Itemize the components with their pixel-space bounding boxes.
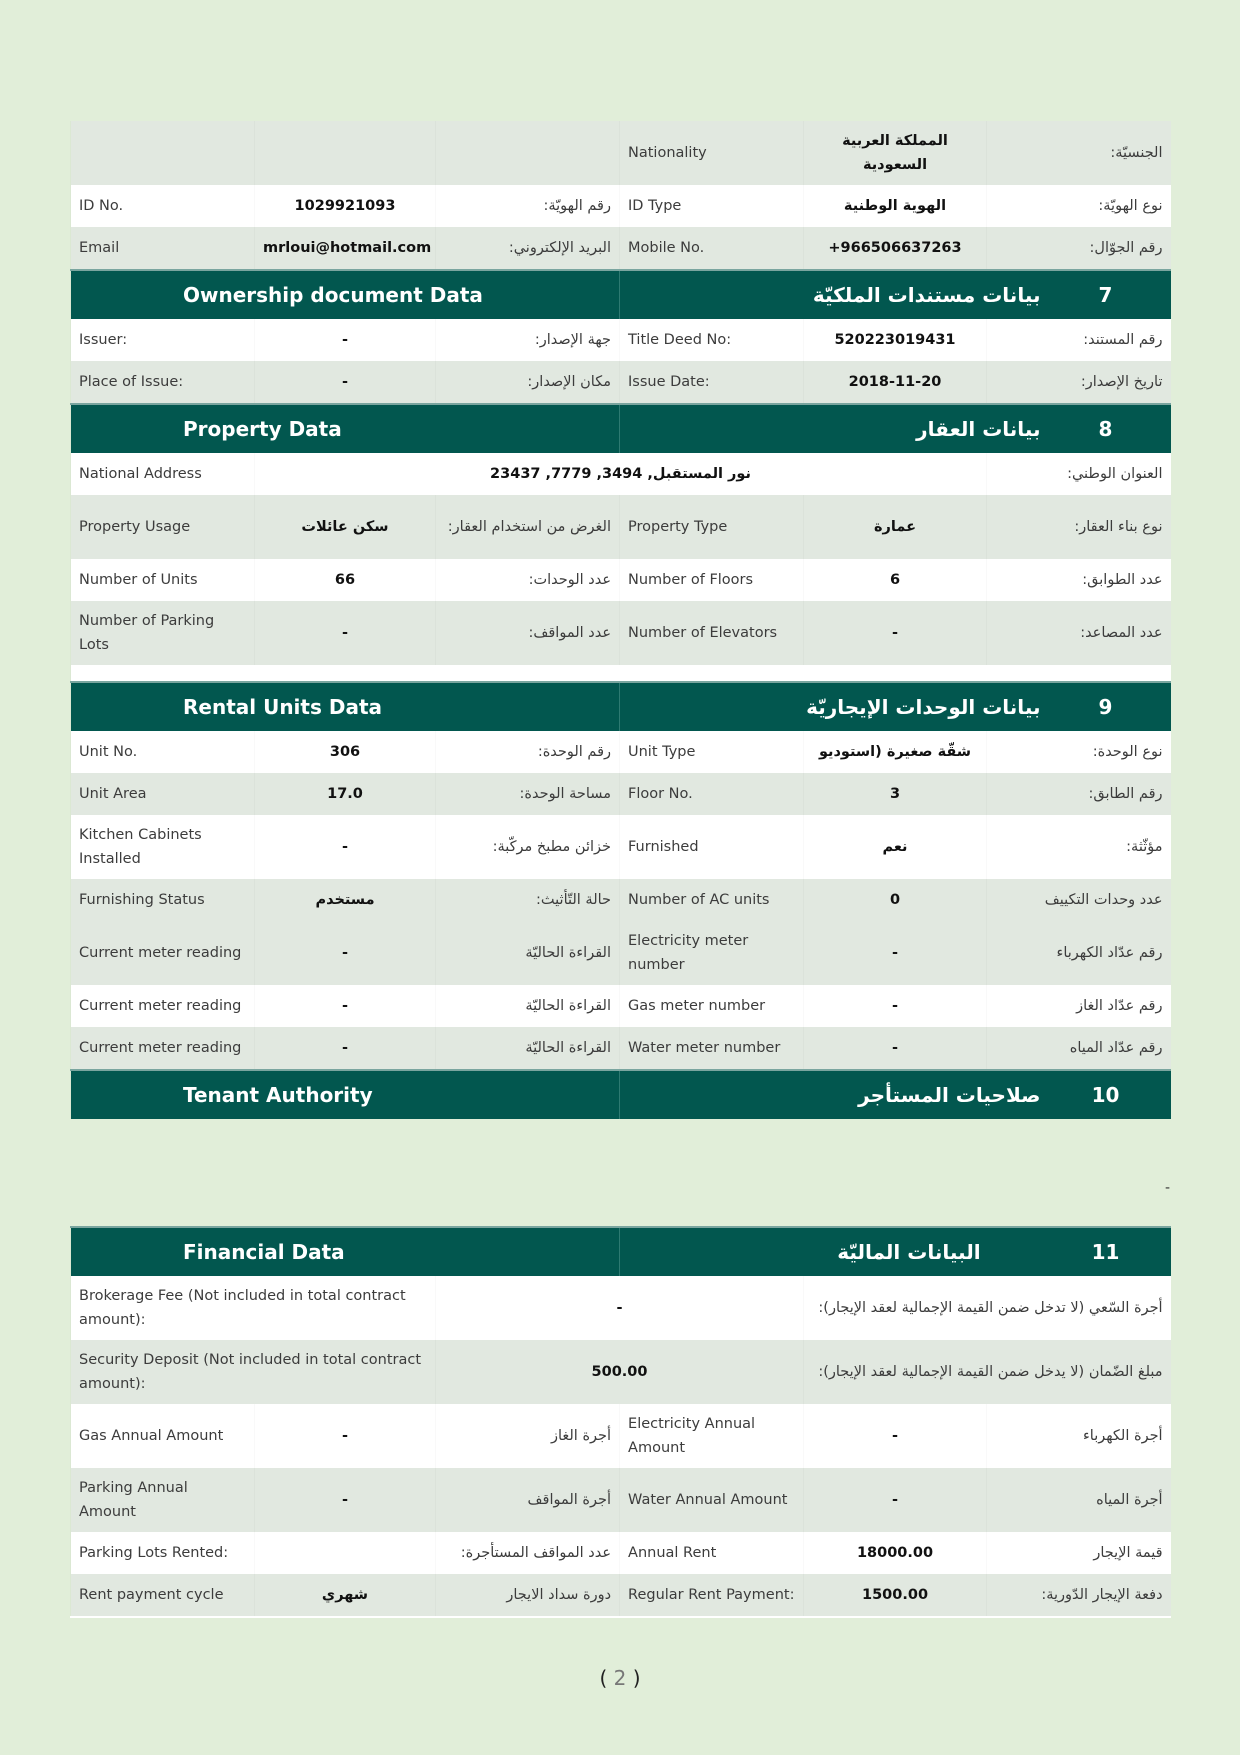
furnishing-status-value: مستخدم xyxy=(255,879,436,921)
section-title-ar-cell xyxy=(620,682,1171,731)
parking-rented-value xyxy=(255,1532,436,1574)
gas-annual-label-ar: أجرة الغاز xyxy=(436,1404,620,1468)
email-label-ar: البريد الإلكتروني: xyxy=(436,227,620,270)
empty-cell xyxy=(71,121,255,185)
section-title-en: Property Data xyxy=(71,404,620,453)
elevators-value: - xyxy=(804,601,987,665)
parking-annual-value: - xyxy=(255,1468,436,1532)
elec-annual-value: - xyxy=(804,1404,987,1468)
section-header-financial xyxy=(71,1227,1171,1276)
gas-reading-label-ar: القراءة الحاليّة xyxy=(436,985,620,1027)
furnished-label-en: Furnished xyxy=(620,815,804,879)
row-furnishing-status xyxy=(71,879,1171,921)
section-number: 11 xyxy=(1091,1240,1120,1264)
row-unit-no xyxy=(71,731,1171,773)
parking-annual-label-ar: أجرة المواقف xyxy=(436,1468,620,1532)
spacer xyxy=(71,665,1171,682)
row-nationality xyxy=(71,121,1171,185)
furnishing-status-label-en: Furnishing Status xyxy=(71,879,255,921)
section-title-ar-cell xyxy=(620,1227,1171,1276)
kitchen-value: - xyxy=(255,815,436,879)
financial-section xyxy=(70,1226,1170,1618)
regular-payment-label-ar: دفعة الإيجار الدّورية: xyxy=(987,1574,1171,1617)
place-value: - xyxy=(255,361,436,404)
floors-value: 6 xyxy=(804,559,987,601)
gas-reading-value: - xyxy=(255,985,436,1027)
id-no-label-ar: رقم الهويّة: xyxy=(436,185,620,227)
nationality-label-ar: الجنسيّة: xyxy=(987,121,1171,185)
floors-label-en: Number of Floors xyxy=(620,559,804,601)
elec-reading-label-ar: القراءة الحاليّة xyxy=(436,921,620,985)
brokerage-value: - xyxy=(436,1276,804,1340)
empty-cell xyxy=(436,121,620,185)
usage-label-ar: الغرض من استخدام العقار: xyxy=(436,495,620,559)
water-annual-label-en: Water Annual Amount xyxy=(620,1468,804,1532)
issuer-label-en: Issuer: xyxy=(71,319,255,361)
elec-annual-label-en: Electricity Annual Amount xyxy=(620,1404,804,1468)
floor-no-label-ar: رقم الطابق: xyxy=(987,773,1171,815)
section-number: 10 xyxy=(1091,1083,1120,1107)
title-deed-label-en: Title Deed No: xyxy=(620,319,804,361)
gas-meter-label-en: Gas meter number xyxy=(620,985,804,1027)
unit-area-value: 17.0 xyxy=(255,773,436,815)
title-deed-value: 520223019431 xyxy=(804,319,987,361)
address-label-ar: العنوان الوطني: xyxy=(987,453,1171,495)
section-number: 7 xyxy=(1098,283,1113,307)
unit-no-label-ar: رقم الوحدة: xyxy=(436,731,620,773)
elec-reading-label-en: Current meter reading xyxy=(71,921,255,985)
gas-annual-value: - xyxy=(255,1404,436,1468)
deposit-label-ar: مبلغ الضّمان (لا يدخل ضمن القيمة الإجمالية لعقد الإيجار): xyxy=(804,1340,1171,1404)
regular-payment-label-en: Regular Rent Payment: xyxy=(620,1574,804,1617)
section-number: 8 xyxy=(1098,417,1113,441)
type-value: عمارة xyxy=(804,495,987,559)
units-label-en: Number of Units xyxy=(71,559,255,601)
gas-meter-label-ar: رقم عدّاد الغاز xyxy=(987,985,1171,1027)
row-deposit xyxy=(71,1340,1171,1404)
water-meter-value: - xyxy=(804,1027,987,1070)
page-number xyxy=(0,1666,1240,1690)
email-value: mrloui@hotmail.com xyxy=(255,227,436,270)
row-issuer xyxy=(71,319,1171,361)
address-value: نور المستقبل, 3494, 7779, 23437 xyxy=(255,453,987,495)
elec-meter-label-en: Electricity meter number xyxy=(620,921,804,985)
annual-rent-value: 18000.00 xyxy=(804,1532,987,1574)
elevators-label-ar: عدد المصاعد: xyxy=(987,601,1171,665)
ac-units-label-ar: عدد وحدات التكييف xyxy=(987,879,1171,921)
units-label-ar: عدد الوحدات: xyxy=(436,559,620,601)
section-title-en: Rental Units Data xyxy=(71,682,620,731)
row-parking xyxy=(71,601,1171,665)
row-units xyxy=(71,559,1171,601)
mobile-label-ar: رقم الجوّال: xyxy=(987,227,1171,270)
ac-units-label-en: Number of AC units xyxy=(620,879,804,921)
section-header-property xyxy=(71,404,1171,453)
unit-type-label-en: Unit Type xyxy=(620,731,804,773)
section-title-ar-cell xyxy=(620,404,1171,453)
tenant-authority-value: - xyxy=(1164,1180,1170,1196)
section-title-ar: البيانات الماليّة xyxy=(837,1240,981,1264)
id-no-label-en: ID No. xyxy=(71,185,255,227)
section-title-en: Ownership document Data xyxy=(71,270,620,319)
water-reading-label-ar: القراءة الحاليّة xyxy=(436,1027,620,1070)
units-value: 66 xyxy=(255,559,436,601)
parking-value: - xyxy=(255,601,436,665)
row-electricity-meter xyxy=(71,921,1171,985)
email-label-en: Email xyxy=(71,227,255,270)
section-number: 9 xyxy=(1098,695,1113,719)
id-type-label-en: ID Type xyxy=(620,185,804,227)
floor-no-label-en: Floor No. xyxy=(620,773,804,815)
brokerage-label-en: Brokerage Fee (Not included in total contract amount): xyxy=(71,1276,436,1340)
row-gas-meter xyxy=(71,985,1171,1027)
financial-table xyxy=(70,1226,1171,1618)
row-parking-annual xyxy=(71,1468,1171,1532)
section-title-ar: بيانات الوحدات الإيجاريّة xyxy=(806,695,1041,719)
issuer-value: - xyxy=(255,319,436,361)
id-no-value: 1029921093 xyxy=(255,185,436,227)
issue-date-label-ar: تاريخ الإصدار: xyxy=(987,361,1171,404)
unit-no-label-en: Unit No. xyxy=(71,731,255,773)
water-meter-label-ar: رقم عدّاد المياه xyxy=(987,1027,1171,1070)
usage-value: سكن عائلات xyxy=(255,495,436,559)
gas-annual-label-en: Gas Annual Amount xyxy=(71,1404,255,1468)
section-title-ar: بيانات العقار xyxy=(916,417,1041,441)
section-title-en: Tenant Authority xyxy=(71,1070,620,1119)
water-annual-label-ar: أجرة المياه xyxy=(987,1468,1171,1532)
unit-no-value: 306 xyxy=(255,731,436,773)
elevators-label-en: Number of Elevators xyxy=(620,601,804,665)
place-label-ar: مكان الإصدار: xyxy=(436,361,620,404)
kitchen-label-en: Kitchen Cabinets Installed xyxy=(71,815,255,879)
elec-annual-label-ar: أجرة الكهرباء xyxy=(987,1404,1171,1468)
mobile-value: +966506637263 xyxy=(804,227,987,270)
payment-cycle-label-en: Rent payment cycle xyxy=(71,1574,255,1617)
section-title-ar-cell xyxy=(620,1070,1171,1119)
row-kitchen xyxy=(71,815,1171,879)
gas-reading-label-en: Current meter reading xyxy=(71,985,255,1027)
annual-rent-label-en: Annual Rent xyxy=(620,1532,804,1574)
contract-table xyxy=(70,121,1171,1119)
brokerage-label-ar: أجرة السّعي (لا تدخل ضمن القيمة الإجمالية لعقد الإيجار): xyxy=(804,1276,1171,1340)
regular-payment-value: 1500.00 xyxy=(804,1574,987,1617)
unit-area-label-ar: مساحة الوحدة: xyxy=(436,773,620,815)
issue-date-value: 2018-11-20 xyxy=(804,361,987,404)
section-title-en: Financial Data xyxy=(71,1227,620,1276)
type-label-en: Property Type xyxy=(620,495,804,559)
water-annual-value: - xyxy=(804,1468,987,1532)
type-label-ar: نوع بناء العقار: xyxy=(987,495,1171,559)
unit-type-label-ar: نوع الوحدة: xyxy=(987,731,1171,773)
row-payment-cycle xyxy=(71,1574,1171,1617)
parking-label-en: Number of Parking Lots xyxy=(71,601,255,665)
elec-meter-value: - xyxy=(804,921,987,985)
empty-cell xyxy=(255,121,436,185)
row-parking-rented xyxy=(71,1532,1171,1574)
section-title-ar: بيانات مستندات الملكيّة xyxy=(812,283,1041,307)
spacer-row xyxy=(71,665,1171,682)
mobile-label-en: Mobile No. xyxy=(620,227,804,270)
section-header-ownership xyxy=(71,270,1171,319)
row-water-meter xyxy=(71,1027,1171,1070)
row-email xyxy=(71,227,1171,270)
annual-rent-label-ar: قيمة الإيجار xyxy=(987,1532,1171,1574)
id-type-label-ar: نوع الهويّة: xyxy=(987,185,1171,227)
section-title-ar: صلاحيات المستأجر xyxy=(858,1083,1041,1107)
page-number-value: 2 xyxy=(613,1666,627,1690)
usage-label-en: Property Usage xyxy=(71,495,255,559)
row-national-address xyxy=(71,453,1171,495)
furnishing-status-label-ar: حالة التّأثيث: xyxy=(436,879,620,921)
issue-date-label-en: Issue Date: xyxy=(620,361,804,404)
section-header-tenant-authority xyxy=(71,1070,1171,1119)
furnished-value: نعم xyxy=(804,815,987,879)
elec-meter-label-ar: رقم عدّاد الكهرباء xyxy=(987,921,1171,985)
contract-page xyxy=(70,121,1170,1119)
nationality-label-en: Nationality xyxy=(620,121,804,185)
floor-no-value: 3 xyxy=(804,773,987,815)
floors-label-ar: عدد الطوابق: xyxy=(987,559,1171,601)
gas-meter-value: - xyxy=(804,985,987,1027)
nationality-value: المملكة العربية السعودية xyxy=(804,121,987,185)
ac-units-value: 0 xyxy=(804,879,987,921)
water-reading-label-en: Current meter reading xyxy=(71,1027,255,1070)
water-meter-label-en: Water meter number xyxy=(620,1027,804,1070)
elec-reading-value: - xyxy=(255,921,436,985)
row-property-usage xyxy=(71,495,1171,559)
unit-area-label-en: Unit Area xyxy=(71,773,255,815)
section-title-ar-cell xyxy=(620,270,1171,319)
row-id xyxy=(71,185,1171,227)
title-deed-label-ar: رقم المستند: xyxy=(987,319,1171,361)
id-type-value: الهوية الوطنية xyxy=(804,185,987,227)
page-number-close: ) xyxy=(632,1666,641,1690)
payment-cycle-label-ar: دورة سداد الايجار xyxy=(436,1574,620,1617)
issuer-label-ar: جهة الإصدار: xyxy=(436,319,620,361)
payment-cycle-value: شهري xyxy=(255,1574,436,1617)
address-label-en: National Address xyxy=(71,453,255,495)
row-unit-area xyxy=(71,773,1171,815)
deposit-value: 500.00 xyxy=(436,1340,804,1404)
kitchen-label-ar: خزائن مطبخ مركّبة: xyxy=(436,815,620,879)
parking-label-ar: عدد المواقف: xyxy=(436,601,620,665)
furnished-label-ar: مؤثّثة: xyxy=(987,815,1171,879)
parking-rented-label-ar: عدد المواقف المستأجرة: xyxy=(436,1532,620,1574)
water-reading-value: - xyxy=(255,1027,436,1070)
section-header-rental-units xyxy=(71,682,1171,731)
place-label-en: Place of Issue: xyxy=(71,361,255,404)
row-gas-annual xyxy=(71,1404,1171,1468)
deposit-label-en: Security Deposit (Not included in total contract amount): xyxy=(71,1340,436,1404)
parking-annual-label-en: Parking Annual Amount xyxy=(71,1468,255,1532)
page-number-open: ( xyxy=(599,1666,608,1690)
row-brokerage xyxy=(71,1276,1171,1340)
parking-rented-label-en: Parking Lots Rented: xyxy=(71,1532,255,1574)
row-place-of-issue xyxy=(71,361,1171,404)
unit-type-value: شقّة صغيرة (استوديو xyxy=(804,731,987,773)
